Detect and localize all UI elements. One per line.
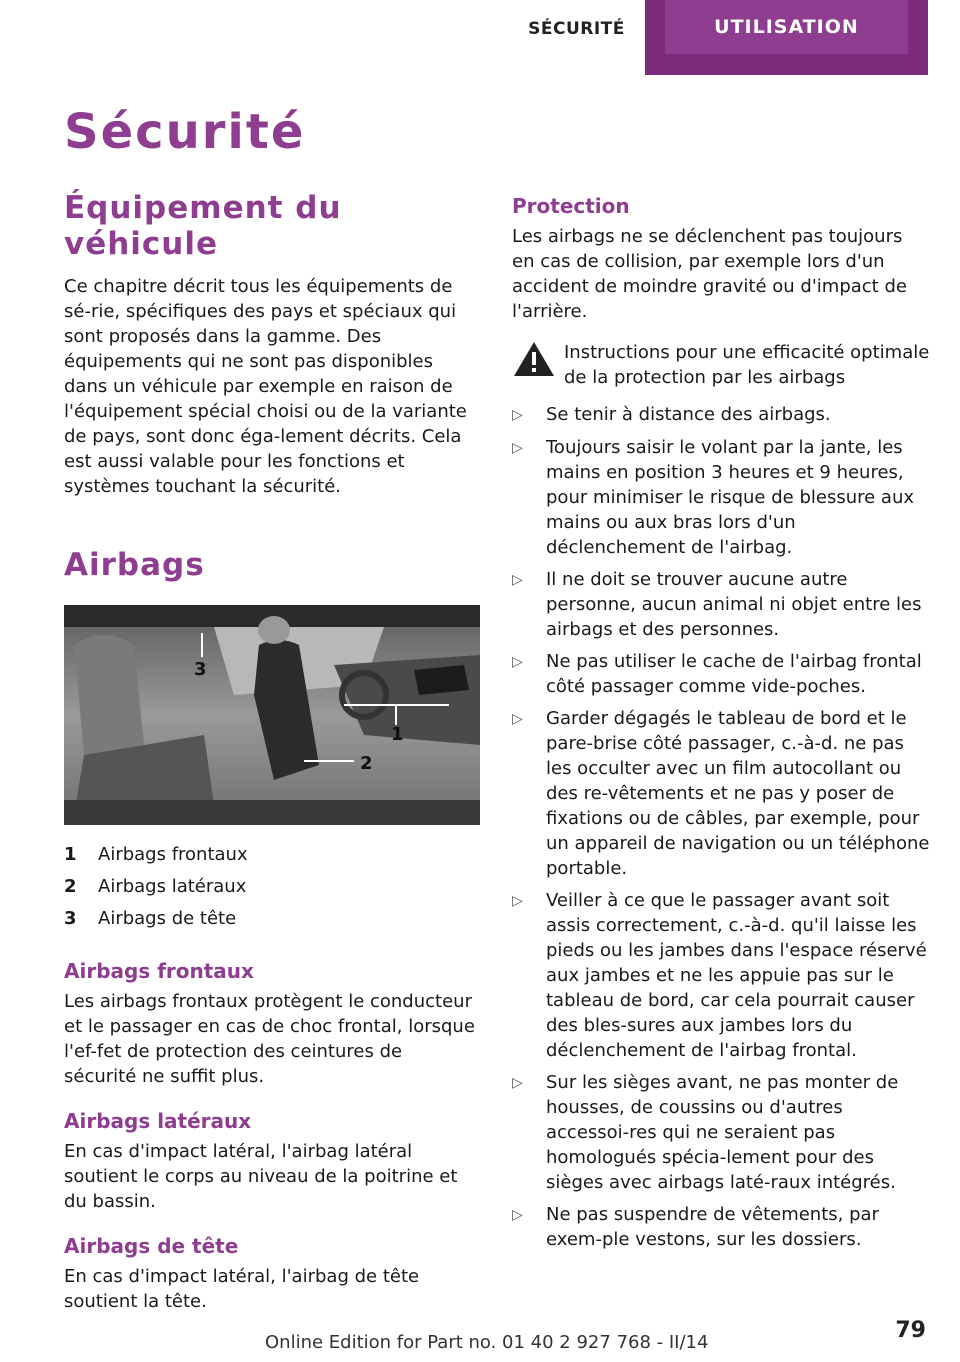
warning-icon [512,340,564,390]
list-item-text: Sur les sièges avant, ne pas monter de housses, de coussins ou d'autres accessoi-res qui ne seraient pas homologués spécia-lement pour des sièges avec airbags laté-raux intégrés. [546,1072,899,1193]
triangle-bullet-icon: ▷ [512,572,523,588]
legend-item [64,871,480,903]
legend-number: 1 [64,844,77,865]
head-airbags-heading: Airbags de tête [64,1234,239,1258]
list-item [512,1202,930,1252]
chapter-tab-label: UTILISATION [665,0,908,54]
protection-text: Les airbags ne se déclenchent pas toujours en cas de collision, par exemple lors d'un accident de moindre gravité ou d'impact de l'arrière. [512,226,907,322]
equipment-text: Ce chapitre décrit tous les équipements de sé-rie, spécifiques des pays et spéciaux qui sont proposés dans la gamme. Des équipements qui ne sont pas disponibles dans un véhicule par exemple en raison de l'équipement spécial choisi ou de la variante de pays, sont donc éga-lement décrits. Cela est aussi valable pour les fonctions et systèmes touchant la sécurité. [64,276,467,497]
side-airbags-heading: Airbags latéraux [64,1109,252,1133]
callout-2: 2 [360,753,373,774]
list-item [512,706,930,881]
head-airbags-text: En cas d'impact latéral, l'airbag de tête soutient la tête. [64,1266,420,1312]
list-item [512,1070,930,1195]
legend-number: 2 [64,876,77,897]
frontal-airbags-text: Les airbags frontaux protègent le conducteur et le passager en cas de choc frontal, lorsque l'ef-fet de protection des ceintures de sécurité ne suffit plus. [64,991,475,1087]
legend-label: Airbags frontaux [98,844,248,865]
figure-legend [64,839,480,935]
frontal-airbags-heading: Airbags frontaux [64,959,254,983]
page-footer [0,1318,960,1358]
warning-text: Instructions pour une efficacité optimale de la protection par les airbags [564,342,930,388]
list-item-text: Il ne doit se trouver aucune autre personne, aucun animal ni objet entre les airbags et des personnes. [546,569,922,640]
left-column [64,190,480,1314]
list-item-text: Ne pas suspendre de vêtements, par exem-ple vestons, sur les dossiers. [546,1204,879,1250]
edition-note: Online Edition for Part no. 01 40 2 927 768 - II/14 [265,1332,709,1353]
list-item [512,888,930,1063]
list-item-text: Se tenir à distance des airbags. [546,404,831,425]
list-item [512,567,930,642]
page-number: 79 [895,1318,926,1343]
triangle-bullet-icon: ▷ [512,1075,523,1091]
equipment-heading: Équipement du véhicule [64,190,342,262]
legend-item [64,903,480,935]
list-item [512,649,930,699]
airbags-illustration [64,605,480,825]
car-interior-image [64,605,480,825]
warning-box [512,340,930,390]
chapter-tab [645,0,928,75]
legend-label: Airbags de tête [98,908,237,929]
callout-3: 3 [194,659,207,680]
triangle-bullet-icon: ▷ [512,1207,523,1223]
page-title: Sécurité [64,104,306,160]
legend-number: 3 [64,908,77,929]
protection-heading: Protection [512,194,630,218]
list-item [512,435,930,560]
list-item-text: Veiller à ce que le passager avant soit assis correctement, c.-à-d. qu'il laisse les pieds ou les jambes dans l'espace réservé aux jambes et ne les appuie pas sur le tableau de bord, car cela pourrait causer des bles-sures aux jambes lors du déclenchement de l'airbag frontal. [546,890,927,1061]
side-airbags-text: En cas d'impact latéral, l'airbag latéral soutient le corps au niveau de la poitrine et du bassin. [64,1141,458,1212]
legend-label: Airbags latéraux [98,876,247,897]
list-item [512,402,930,428]
list-item-text: Ne pas utiliser le cache de l'airbag frontal côté passager comme vide-poches. [546,651,922,697]
safety-instructions-list [512,402,930,1252]
right-column [512,194,930,1259]
triangle-bullet-icon: ▷ [512,654,523,670]
triangle-bullet-icon: ▷ [512,407,523,423]
legend-item [64,839,480,871]
section-tab: SÉCURITÉ [528,19,625,39]
triangle-bullet-icon: ▷ [512,893,523,909]
callout-1: 1 [391,724,404,745]
airbags-heading: Airbags [64,547,205,583]
triangle-bullet-icon: ▷ [512,440,523,456]
triangle-bullet-icon: ▷ [512,711,523,727]
list-item-text: Toujours saisir le volant par la jante, les mains en position 3 heures et 9 heures, pour minimiser le risque de blessure aux mains ou aux bras lors d'un déclenchement de l'airbag. [546,437,915,558]
list-item-text: Garder dégagés le tableau de bord et le pare-brise côté passager, c.-à-d. ne pas les occulter avec un film autocollant ou des re-vêtements et ne pas y poser de fixations ou de câbles, par exemple, pour un appareil de navigation ou un téléphone portable. [546,708,930,879]
